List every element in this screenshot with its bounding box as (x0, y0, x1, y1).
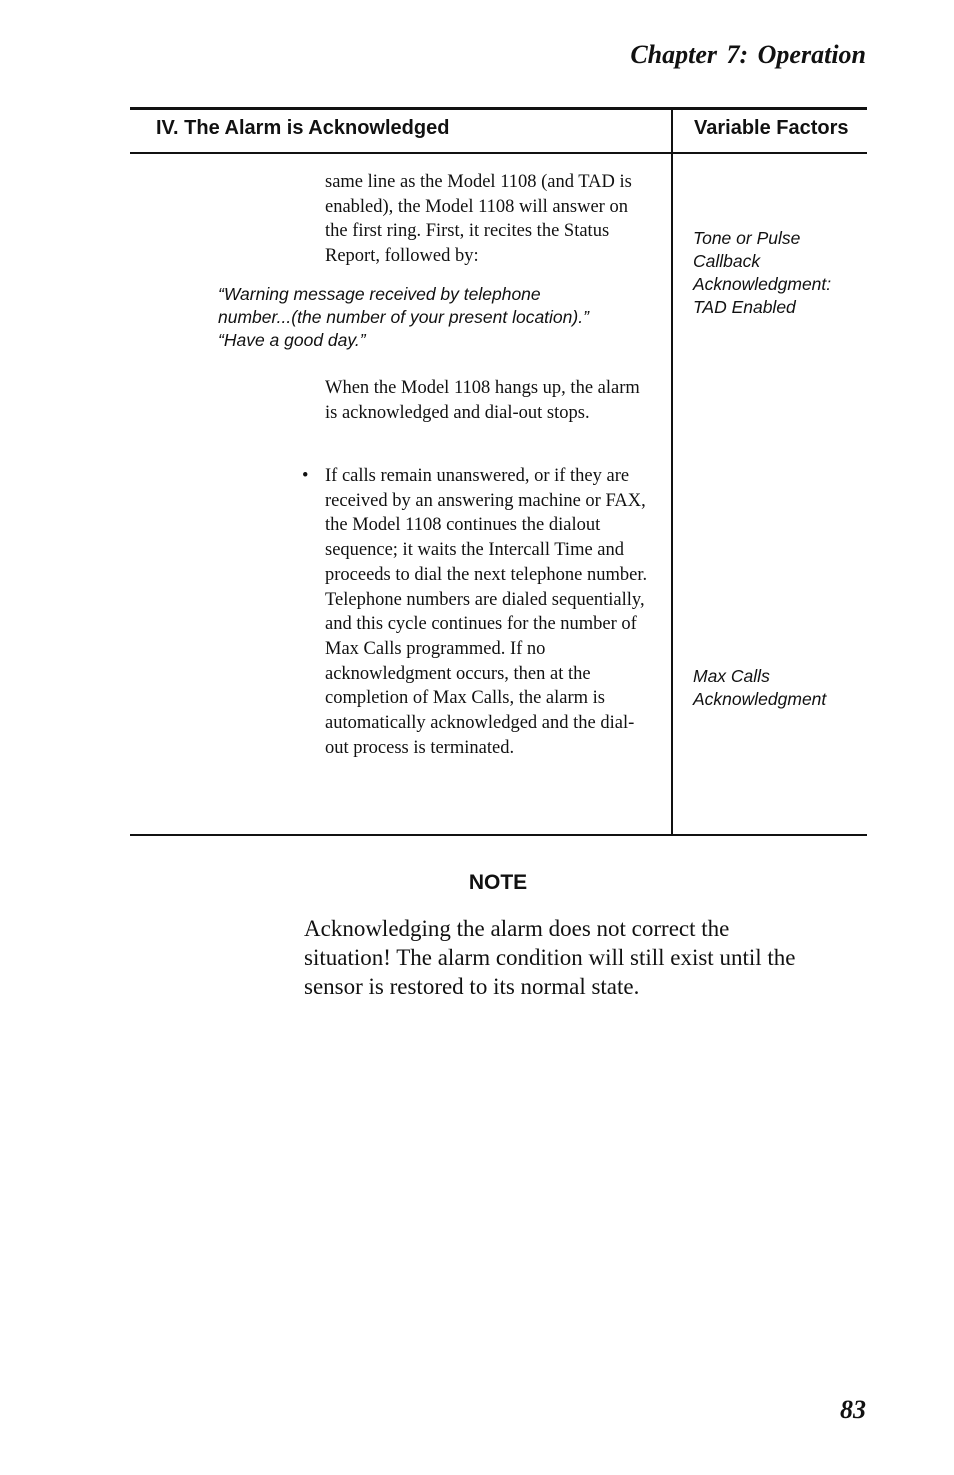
variable-factors-group-2 (693, 665, 863, 711)
table-header-rule (130, 152, 867, 154)
quote-line: “Have a good day.” (218, 330, 366, 350)
factor-item: TAD Enabled (693, 297, 796, 317)
page-number: 83 (840, 1395, 866, 1424)
factor-item: Tone or Pulse (693, 228, 801, 248)
note-text: Acknowledging the alarm does not correct the situation! The alarm condition will still exist until the sensor is restored to its normal state. (304, 916, 796, 999)
table-bottom-rule (130, 834, 867, 836)
table-column-divider (671, 109, 673, 835)
chapter-header: Chapter 7: Operation (630, 40, 866, 69)
factor-item: Acknowledgment: (693, 274, 832, 294)
table-top-rule (130, 107, 867, 110)
factor-item: Callback (693, 251, 761, 271)
bullet-icon: • (302, 466, 309, 486)
table-header-right: Variable Factors (694, 117, 849, 139)
quote-line: number...(the number of your present location).” (218, 307, 589, 327)
quote-line: “Warning message received by telephone (218, 284, 541, 304)
quoted-message (218, 283, 658, 352)
factor-item: Acknowledgment (693, 689, 827, 709)
variable-factors-group-1 (693, 227, 863, 319)
note-heading: NOTE (468, 871, 528, 894)
factor-item: Max Calls (693, 666, 770, 686)
paragraph-status-report: same line as the Model 1108 (and TAD is enabled), the Model 1108 will answer on the first ring. First, it recites the Status Report, followed by: (325, 172, 632, 267)
bullet-text-unanswered: If calls remain unanswered, or if they are received by an answering machine or FAX, the Model 1108 continues the dialout sequence; it waits the Intercall Time and proceeds to dial the next telephone number. Telephone numbers are dialed sequentially, and this cycle continues for the number of Max Calls programmed. If no acknowledgment occurs, then at the completion of Max Calls, the alarm is automatically acknowledged and the dial-out process is terminated. (325, 466, 648, 758)
table-header-left: IV. The Alarm is Acknowledged (156, 117, 450, 139)
paragraph-hangs-up: When the Model 1108 hangs up, the alarm is acknowledged and dial-out stops. (325, 378, 640, 423)
